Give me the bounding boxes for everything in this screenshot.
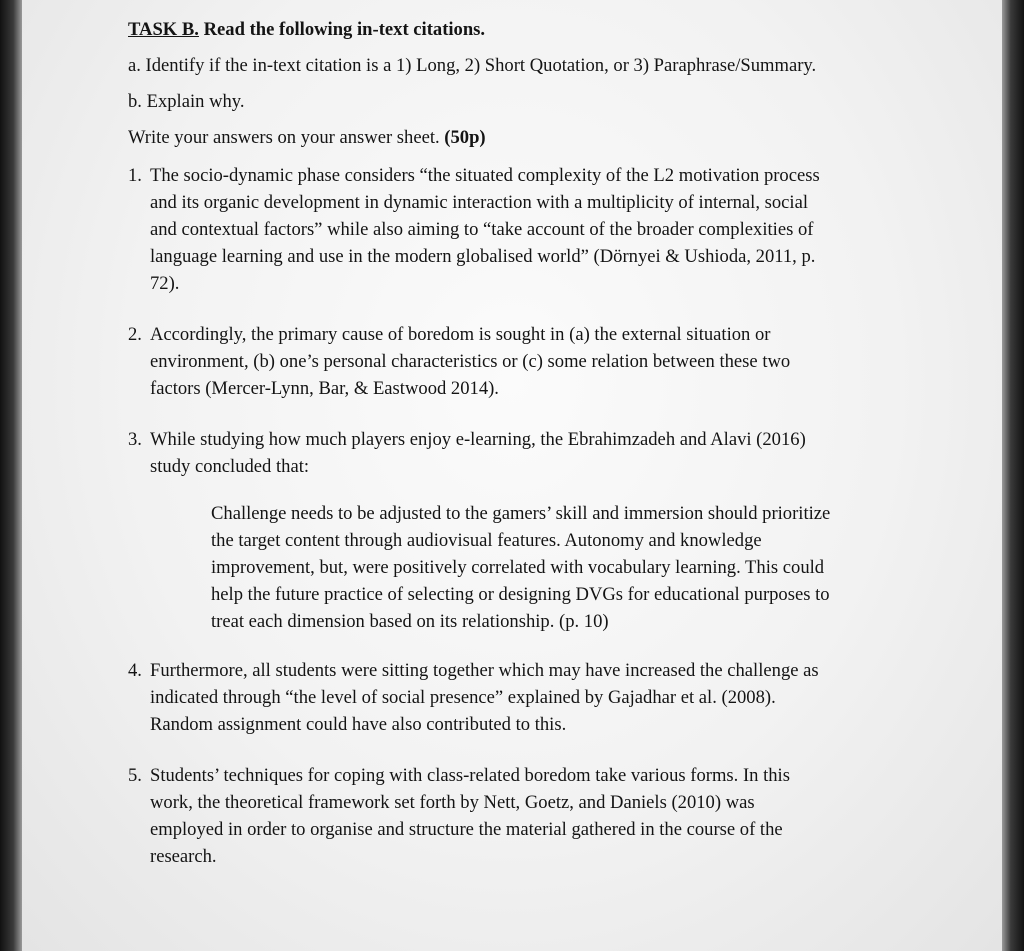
item-number: 2. <box>128 324 142 345</box>
item-line: Furthermore, all students were sitting together which may have increased the challenge as <box>150 660 819 681</box>
item-line: Accordingly, the primary cause of boredom is sought in (a) the external situation or <box>150 324 771 345</box>
item-number: 5. <box>128 765 142 786</box>
answer-prefix: Write your answers on your answer sheet. <box>128 127 445 148</box>
task-heading <box>128 16 898 43</box>
task-title: Read the following in-text citations. <box>198 19 486 40</box>
item-number: 4. <box>128 660 142 681</box>
item-line: and contextual factors” while also aiming to “take account of the broader complexities of <box>150 219 814 240</box>
item-line: study concluded that: <box>150 456 310 477</box>
document-content <box>128 16 898 870</box>
instruction-b: b. Explain why. <box>128 91 245 112</box>
quote-line: treat each dimension based on its relationship. (p. 10) <box>211 611 609 632</box>
item-line: environment, (b) one’s personal characteristics or (c) some relation between these two <box>150 351 791 372</box>
answer-instruction <box>128 124 898 151</box>
item-line: language learning and use in the modern globalised world” (Dörnyei & Ushioda, 2011, p. <box>150 246 816 267</box>
item-number: 1. <box>128 165 142 186</box>
item-line: indicated through “the level of social presence” explained by Gajadhar et al. (2008). <box>150 687 776 708</box>
citation-list <box>128 162 898 870</box>
item-number: 3. <box>128 429 142 450</box>
item-line: work, the theoretical framework set forth by Nett, Goetz, and Daniels (2010) was <box>150 792 755 813</box>
document-page <box>22 0 1002 951</box>
block-quotation <box>211 500 901 635</box>
quote-line: improvement, but, were positively correlated with vocabulary learning. This could <box>211 557 825 578</box>
item-line: factors (Mercer-Lynn, Bar, & Eastwood 2014). <box>150 378 499 399</box>
item-line: and its organic development in dynamic interaction with a multiplicity of internal, social <box>150 192 809 213</box>
task-label: TASK B. <box>128 19 199 40</box>
right-border <box>1002 0 1024 951</box>
item-line: The socio-dynamic phase considers “the situated complexity of the L2 motivation process <box>150 165 820 186</box>
item-line: Random assignment could have also contributed to this. <box>150 714 567 735</box>
list-item <box>128 426 898 635</box>
left-border <box>0 0 22 951</box>
instruction-a: a. Identify if the in-text citation is a 1) Long, 2) Short Quotation, or 3) Paraphrase/Summary. <box>128 55 817 76</box>
points-label: (50p) <box>444 127 486 148</box>
list-item <box>128 162 898 297</box>
quote-line: Challenge needs to be adjusted to the gamers’ skill and immersion should prioritize <box>211 503 831 524</box>
item-line: 72). <box>150 273 180 294</box>
list-item <box>128 657 898 738</box>
list-item <box>128 321 898 402</box>
item-line: research. <box>150 846 217 867</box>
item-line: employed in order to organise and structure the material gathered in the course of the <box>150 819 783 840</box>
quote-line: the target content through audiovisual features. Autonomy and knowledge <box>211 530 762 551</box>
quote-line: help the future practice of selecting or designing DVGs for educational purposes to <box>211 584 830 605</box>
list-item <box>128 762 898 870</box>
item-line: Students’ techniques for coping with class-related boredom take various forms. In this <box>150 765 790 786</box>
item-line: While studying how much players enjoy e-learning, the Ebrahimzadeh and Alavi (2016) <box>150 429 806 450</box>
